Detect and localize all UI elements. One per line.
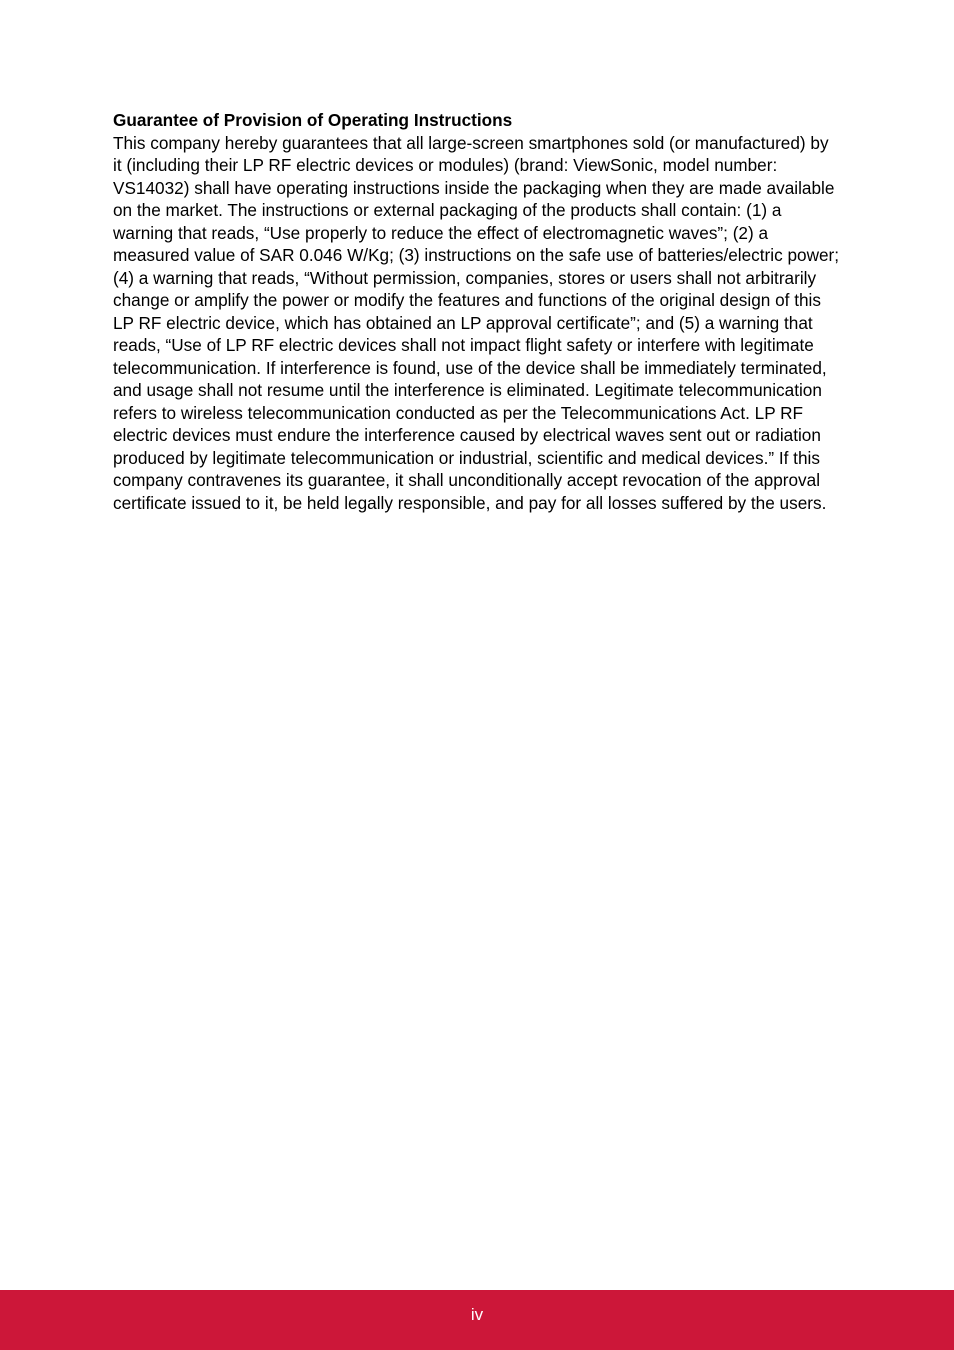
section-heading: Guarantee of Provision of Operating Instructions [113, 110, 513, 130]
page-number: iv [470, 1305, 484, 1324]
body-paragraph: This company hereby guarantees that all large-screen smartphones sold (or manufactured) by it (including their LP RF electric devices or modules) (brand: ViewSonic, model number: VS14032) shall have operating instructions inside the packaging when they are made available on the market. The instructions or external packaging of the products shall contain: (1) a warning that reads, “Use properly to reduce the effect of electromagnetic waves”; (2) a measured value of SAR 0.046 W/Kg; (3) instructions on the safe use of batteries/electric power; (4) a warning that reads, “Without permission, companies, stores or users shall not arbitrarily change or amplify the power or modify the features and functions of the original design of this LP RF electric device, which has obtained an LP approval certificate”; and (5) a warning that reads, “Use of LP RF electric devices shall not impact flight safety or interfere with legitimate telecommunication. If interference is found, use of the device shall be immediately terminated, and usage shall not resume until the interference is eliminated. Legitimate telecommunication refers to wireless telecommunication conducted as per the Telecommunications Act. LP RF electric devices must endure the interference caused by electrical waves sent out or radiation produced by legitimate telecommunication or industrial, scientific and medical devices.” If this company contravenes its guarantee, it shall unconditionally accept revocation of the approval certificate issued to it, be held legally responsible, and pay for all losses suffered by the users. [113, 132, 840, 513]
footer-bar [0, 1290, 954, 1350]
document-content [113, 109, 841, 514]
